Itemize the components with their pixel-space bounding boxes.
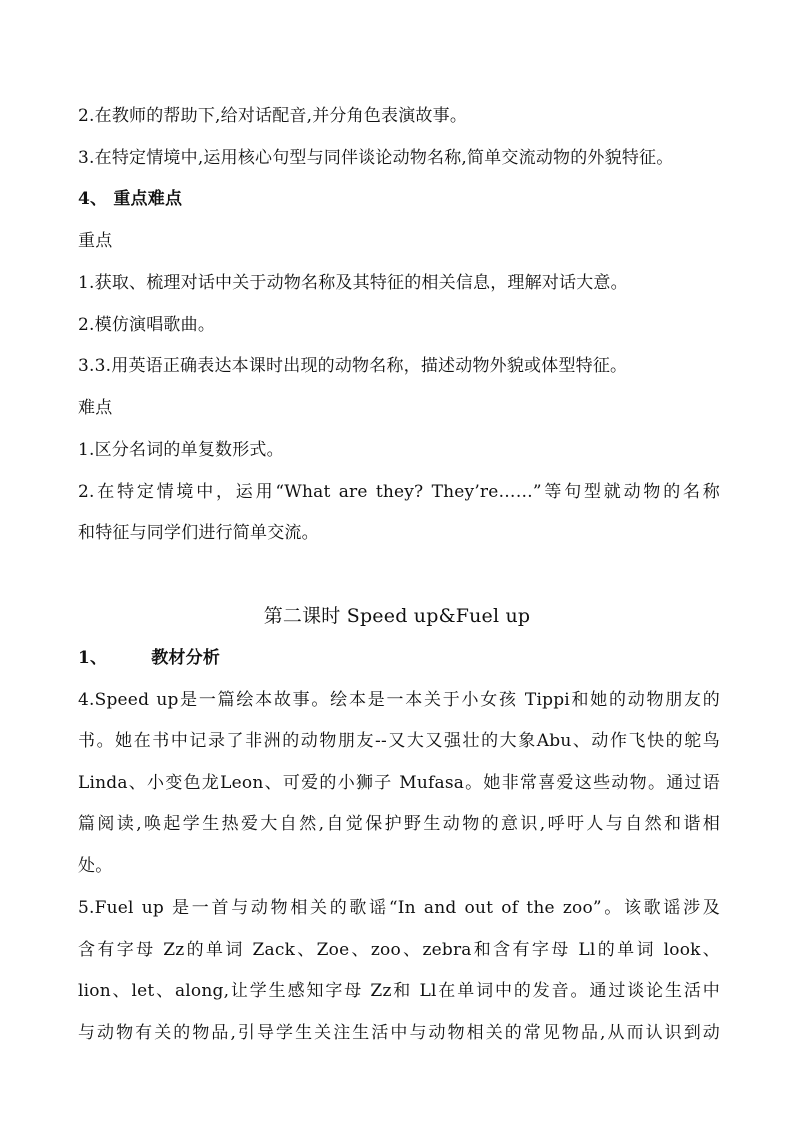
key-point-item-1: 1.获取、梳理对话中关于动物名称及其特征的相关信息，理解对话大意。 (78, 273, 628, 293)
analysis-heading (78, 646, 720, 670)
key-points-label: 重点 (78, 231, 113, 251)
difficult-point-item-2: 2.在特定情境中，运用“What are they? They’re……”等句型就动物的名称 (78, 482, 720, 502)
difficult-point-item-1: 1.区分名词的单复数形式。 (78, 440, 284, 460)
paragraph-5-line-3: lion、let、along,让学生感知字母 Zz和 Ll在单词中的发音。通过谈论生活中 (78, 981, 720, 1001)
section-heading-key-points: 4、 重点难点 (78, 189, 183, 209)
lesson-title: 第二课时 Speed up&Fuel up (263, 605, 531, 627)
paragraph-5-line-1: 5.Fuel up 是一首与动物相关的歌谣“In and out of the zoo”。该歌谣涉及 (78, 898, 720, 918)
paragraph-4-line-3: Linda、小变色龙Leon、可爱的小狮子 Mufasa。她非常喜爱这些动物。通过语 (78, 773, 720, 793)
paragraph-5-line-2: 含有字母 Zz的单词 Zack、Zoe、zoo、zebra和含有字母 Ll的单词 look、 (78, 940, 720, 960)
objective-item-2: 2.在教师的帮助下,给对话配音,并分角色表演故事。 (78, 106, 468, 126)
difficult-points-label: 难点 (78, 398, 113, 418)
paragraph-4-line-1: 4.Speed up是一篇绘本故事。绘本是一本关于小女孩 Tippi和她的动物朋友的 (78, 690, 720, 710)
key-point-item-2: 2.模仿演唱歌曲。 (78, 315, 216, 335)
key-point-item-3: 3.3.用英语正确表达本课时出现的动物名称，描述动物外貌或体型特征。 (78, 356, 628, 376)
paragraph-4-line-4: 篇阅读,唤起学生热爱大自然,自觉保护野生动物的意识,呼吁人与自然和谐相 (78, 814, 720, 834)
paragraph-4-line-5: 处。 (78, 856, 113, 876)
objective-item-3: 3.在特定情境中,运用核心句型与同伴谈论动物名称,简单交流动物的外貌特征。 (78, 148, 674, 168)
analysis-heading-number: 1、 (78, 648, 108, 668)
paragraph-5-line-4: 与动物有关的物品,引导学生关注生活中与动物相关的常见物品,从而认识到动 (78, 1023, 720, 1043)
paragraph-4-line-2: 书。她在书中记录了非洲的动物朋友--又大又强壮的大象Abu、动作飞快的鸵鸟 (78, 731, 720, 751)
difficult-point-item-2-continued: 和特征与同学们进行简单交流。 (78, 523, 319, 543)
analysis-heading-title: 教材分析 (151, 648, 221, 668)
